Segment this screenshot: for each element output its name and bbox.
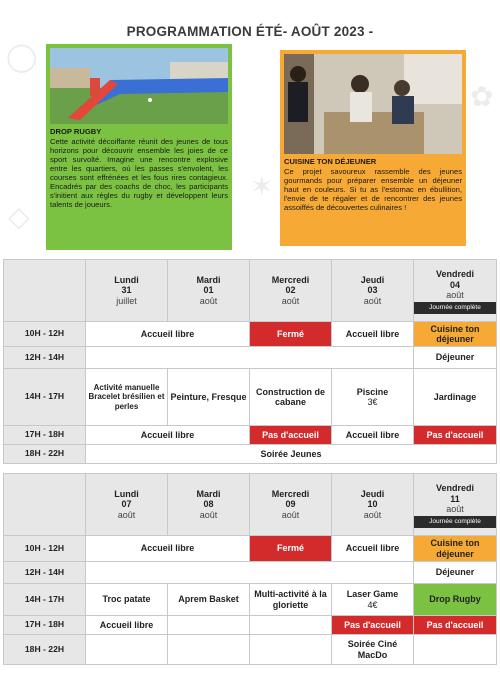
activity-cell: Construction de cabane — [250, 369, 332, 426]
cuisine-photo — [284, 54, 462, 154]
empty-cell — [86, 347, 414, 369]
day-header: Mercredi 02 août — [250, 260, 332, 322]
time-slot: 14H - 17H — [4, 584, 86, 616]
activity-cell: Accueil libre — [332, 536, 414, 562]
activity-cell: Multi-activité à la gloriette — [250, 584, 332, 616]
activity-cell: Déjeuner — [414, 347, 497, 369]
card-text: Cette activité décoiffante réunit des jeunes de tous horizons pour découvrir ensemble les joies de ce sport survolté. Imagine une rencontre explosive entre les quartiers, où les passes s'envolent, les courses sont effrénées et les fous rires contagieux. Encadrés par des coachs de choc, les participants s'initient aux règles du rugby et développent leurs talents de joueurs. — [50, 136, 228, 210]
doodle-icon: ✿ — [470, 80, 494, 113]
empty-cell — [168, 635, 250, 665]
rugby-photo — [50, 48, 228, 124]
activity-cell: Accueil libre — [86, 322, 250, 347]
day-header: Vendredi 04 août Journée complète — [414, 260, 497, 322]
activity-cell: Accueil libre — [86, 616, 168, 635]
drop-rugby-card — [46, 44, 232, 250]
corner-cell — [4, 474, 86, 536]
activity-cell: Accueil libre — [86, 426, 250, 445]
time-slot: 10H - 12H — [4, 322, 86, 347]
activity-cell: Cuisine ton déjeuner — [414, 322, 497, 347]
activity-cell: Accueil libre — [332, 322, 414, 347]
empty-cell — [86, 635, 168, 665]
time-slot: 18H - 22H — [4, 445, 86, 464]
activity-cell: Troc patate — [86, 584, 168, 616]
time-slot: 10H - 12H — [4, 536, 86, 562]
day-header: Mercredi 09 août — [250, 474, 332, 536]
time-slot: 17H - 18H — [4, 426, 86, 445]
day-header: Lundi 31 juillet — [86, 260, 168, 322]
time-slot: 18H - 22H — [4, 635, 86, 665]
day-header: Jeudi 10 août — [332, 474, 414, 536]
time-slot: 12H - 14H — [4, 562, 86, 584]
closed-cell: Fermé — [250, 322, 332, 347]
corner-cell — [4, 260, 86, 322]
time-slot: 17H - 18H — [4, 616, 86, 635]
empty-cell — [250, 616, 332, 635]
doodle-icon: ✶ — [250, 170, 274, 203]
day-header: Jeudi 03 août — [332, 260, 414, 322]
day-header: Mardi 08 août — [168, 474, 250, 536]
activity-cell: Activité manuelle Bracelet brésilien et perles — [86, 369, 168, 426]
time-slot: 14H - 17H — [4, 369, 86, 426]
week-2-table — [3, 473, 497, 665]
closed-cell: Pas d'accueil — [250, 426, 332, 445]
closed-cell: Pas d'accueil — [414, 426, 497, 445]
activity-cell: Drop Rugby — [414, 584, 497, 616]
doodle-icon: ◯ — [6, 40, 38, 73]
full-day-badge: Journée complète — [414, 516, 496, 527]
activity-cell: Soirée Ciné MacDo — [332, 635, 414, 665]
cuisine-card — [280, 50, 466, 246]
week-1-table — [3, 259, 497, 464]
doodle-icon: ◇ — [8, 200, 30, 233]
empty-cell — [86, 562, 414, 584]
empty-cell — [414, 635, 497, 665]
activity-cell: Accueil libre — [332, 426, 414, 445]
day-header: Mardi 01 août — [168, 260, 250, 322]
empty-cell — [168, 616, 250, 635]
activity-cell: Soirée Jeunes — [86, 445, 497, 464]
activity-cell: Peinture, Fresque — [168, 369, 250, 426]
closed-cell: Fermé — [250, 536, 332, 562]
day-header: Lundi 07 août — [86, 474, 168, 536]
activity-cell: Déjeuner — [414, 562, 497, 584]
activity-cell: Piscine 3€ — [332, 369, 414, 426]
day-header: Vendredi 11 août Journée complète — [414, 474, 497, 536]
activity-cell: Accueil libre — [86, 536, 250, 562]
activity-cell: Aprem Basket — [168, 584, 250, 616]
closed-cell: Pas d'accueil — [414, 616, 497, 635]
activity-cell: Jardinage — [414, 369, 497, 426]
time-slot: 12H - 14H — [4, 347, 86, 369]
page-title: PROGRAMMATION ÉTÉ- AOÛT 2023 - — [126, 24, 374, 39]
activity-cell: Laser Game 4€ — [332, 584, 414, 616]
closed-cell: Pas d'accueil — [332, 616, 414, 635]
card-text: Ce projet savoureux rassemble des jeunes gourmands pour préparer ensemble un déjeuner haut en couleurs. Si tu as l'estomac en ébullition, l'envie de te régaler et de rencontrer des jeunes assoiffés de découvertes culinaires ! — [284, 166, 462, 213]
card-title: CUISINE TON DÉJEUNER — [284, 157, 377, 166]
card-title: DROP RUGBY — [50, 127, 102, 136]
empty-cell — [250, 635, 332, 665]
full-day-badge: Journée complète — [414, 302, 496, 313]
activity-cell: Cuisine ton déjeuner — [414, 536, 497, 562]
